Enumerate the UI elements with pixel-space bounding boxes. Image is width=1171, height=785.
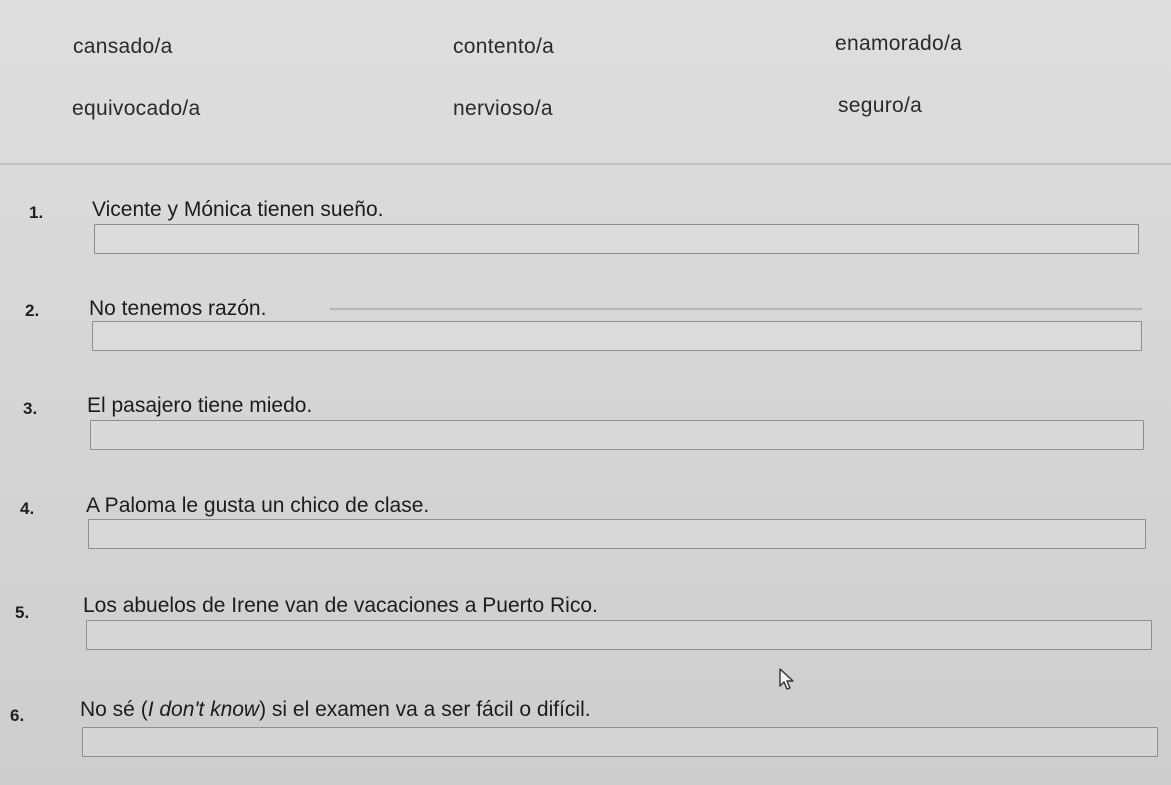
sentence-part: ) si el examen va a ser fácil o difícil.: [259, 698, 591, 721]
answer-input[interactable]: [86, 620, 1152, 650]
word-bank-item: equivocado/a: [72, 97, 201, 120]
sentence-part: No sé (: [80, 698, 148, 721]
sentence-italic-part: I don't know: [147, 698, 260, 721]
exercise-item: [0, 386, 1171, 476]
word-bank-item: seguro/a: [838, 94, 923, 117]
answer-input[interactable]: [90, 420, 1144, 450]
exercise-item: [0, 485, 1171, 575]
item-sentence: No tenemos razón.: [89, 297, 267, 320]
item-number: 4.: [20, 499, 35, 518]
answer-input[interactable]: [88, 519, 1146, 549]
item-sentence: [80, 698, 591, 722]
item-number: 3.: [23, 399, 38, 418]
exercise-item: [0, 688, 1171, 778]
section-divider: [0, 163, 1171, 165]
answer-input[interactable]: [94, 224, 1139, 254]
answer-input[interactable]: [82, 727, 1158, 757]
exercise-item: [0, 190, 1171, 280]
stray-pencil-line: [330, 308, 1142, 310]
mouse-pointer-icon: [778, 668, 796, 690]
item-number: 5.: [15, 603, 30, 622]
item-sentence: A Paloma le gusta un chico de clase.: [86, 494, 430, 517]
word-bank-item: cansado/a: [73, 35, 173, 58]
item-sentence: El pasajero tiene miedo.: [87, 394, 313, 417]
word-bank-item: contento/a: [453, 35, 555, 58]
word-bank: [0, 0, 1171, 160]
item-number: 6.: [10, 706, 25, 725]
answer-input[interactable]: [92, 321, 1142, 351]
word-bank-item: enamorado/a: [835, 32, 963, 55]
item-sentence: Los abuelos de Irene van de vacaciones a Puerto Rico.: [83, 594, 598, 617]
word-bank-item: nervioso/a: [453, 97, 553, 120]
item-sentence: Vicente y Mónica tienen sueño.: [92, 198, 384, 221]
exercise-item: [0, 288, 1171, 378]
exercise-item: [0, 585, 1171, 675]
item-number: 1.: [29, 203, 44, 222]
item-number: 2.: [25, 301, 40, 320]
